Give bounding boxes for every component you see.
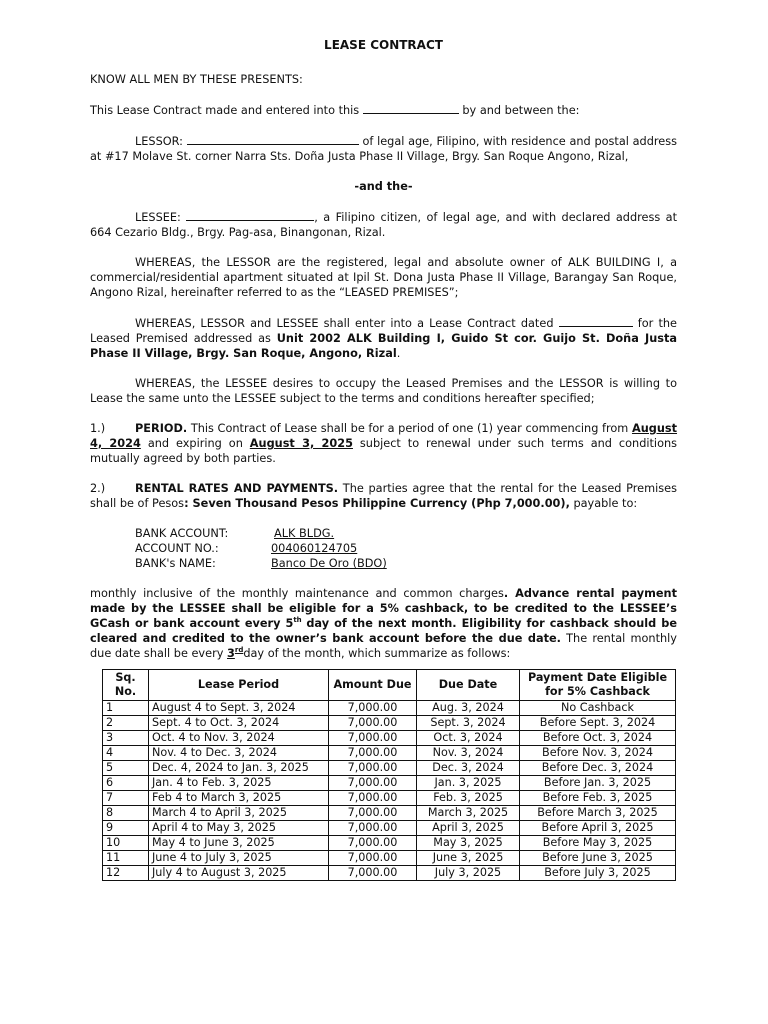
lease-period-cell: Sept. 4 to Oct. 3, 2024	[149, 716, 329, 731]
due-date-cell: July 3, 2025	[417, 866, 520, 881]
amount-due-cell: 7,000.00	[329, 731, 417, 746]
lease-start-date: August 4, 2024	[90, 422, 678, 450]
cashback-date-cell: Before June 3, 2025	[520, 851, 676, 866]
lease-period-cell: Jan. 4 to Feb. 3, 2025	[149, 776, 329, 791]
payment-schedule-table	[102, 669, 676, 881]
section-1-heading: PERIOD.	[135, 422, 188, 435]
monthly-text-c: day of the month, which summarize as follows:	[243, 647, 511, 660]
rental-amount: : Seven Thousand Pesos Philippine Currency (Php 7,000.00),	[184, 497, 570, 510]
lessee-label: LESSEE:	[135, 211, 181, 224]
table-row	[103, 731, 676, 746]
due-date-cell: May 3, 2025	[417, 836, 520, 851]
sq-no-cell: 1	[103, 701, 149, 716]
lease-period-cell: July 4 to August 3, 2025	[149, 866, 329, 881]
due-date-cell: Sept. 3, 2024	[417, 716, 520, 731]
whereas2-mid-text: for the Leased Premised addressed as	[90, 317, 677, 345]
table-row	[103, 776, 676, 791]
lessor-name-blank	[187, 133, 359, 145]
document-title: LEASE CONTRACT	[324, 38, 443, 52]
sq-no-cell: 2	[103, 716, 149, 731]
cashback-date-cell: Before April 3, 2025	[520, 821, 676, 836]
date-blank	[363, 102, 459, 114]
bank-name-label: BANK's NAME:	[135, 557, 216, 570]
header-cashback-date: Payment Date Eligible for 5% Cashback	[520, 670, 676, 701]
account-number-value: 004060124705	[271, 542, 358, 555]
lease-period-cell: March 4 to April 3, 2025	[149, 806, 329, 821]
whereas2-pre-text: WHEREAS, LESSOR and LESSEE shall enter into a Lease Contract dated	[135, 317, 554, 330]
table-row	[103, 821, 676, 836]
table-row	[103, 701, 676, 716]
bank-account-value: ALK BLDG.	[274, 527, 335, 540]
header-lease-period: Lease Period	[149, 670, 329, 701]
section-rental	[90, 481, 677, 511]
due-date-cell: Nov. 3, 2024	[417, 746, 520, 761]
section-1-text-b: and expiring on	[147, 437, 243, 450]
bank-name-value: Banco De Oro (BDO)	[271, 557, 387, 570]
table-row	[103, 716, 676, 731]
sq-no-cell: 11	[103, 851, 149, 866]
lease-contract-page	[90, 38, 677, 881]
due-date-cell: Jan. 3, 2025	[417, 776, 520, 791]
amount-due-cell: 7,000.00	[329, 791, 417, 806]
cashback-date-cell: Before May 3, 2025	[520, 836, 676, 851]
cashback-date-cell: No Cashback	[520, 701, 676, 716]
monthly-text-b: The rental monthly due date shall be every	[90, 632, 677, 660]
amount-due-cell: 7,000.00	[329, 821, 417, 836]
cashback-date-cell: Before Oct. 3, 2024	[520, 731, 676, 746]
cashback-day-suffix: th	[293, 616, 302, 625]
monthly-text-a: monthly inclusive of the monthly maintenance and common charges	[90, 587, 504, 600]
due-date-cell: Dec. 3, 2024	[417, 761, 520, 776]
section-2-heading: RENTAL RATES AND PAYMENTS.	[135, 482, 339, 495]
made-pre-text: This Lease Contract made and entered into this	[90, 104, 360, 117]
lease-period-cell: Feb 4 to March 3, 2025	[149, 791, 329, 806]
amount-due-cell: 7,000.00	[329, 806, 417, 821]
due-date-cell: April 3, 2025	[417, 821, 520, 836]
due-date-cell: June 3, 2025	[417, 851, 520, 866]
amount-due-cell: 7,000.00	[329, 716, 417, 731]
whereas-occupy-paragraph: WHEREAS, the LESSEE desires to occupy the Leased Premises and the LESSOR is willing to Lease the same unto the LESSEE subject to the terms and conditions hereafter specified;	[90, 377, 677, 405]
lessor-text: of legal age, Filipino, with residence and postal address at #17 Molave St. corner Narra Sts. Doña Justa Phase II Village, Brgy. San Roque Angono, Rizal,	[90, 135, 678, 163]
due-day-suffix: rd	[234, 646, 244, 655]
bank-account-label: BANK ACCOUNT:	[135, 527, 229, 540]
due-day-number: 3	[227, 647, 235, 660]
lease-period-cell: Dec. 4, 2024 to Jan. 3, 2025	[149, 761, 329, 776]
sq-no-cell: 4	[103, 746, 149, 761]
amount-due-cell: 7,000.00	[329, 701, 417, 716]
cashback-date-cell: Before Nov. 3, 2024	[520, 746, 676, 761]
lessee-paragraph	[90, 209, 677, 240]
account-number-row	[135, 541, 677, 556]
table-row	[103, 866, 676, 881]
table-row	[103, 836, 676, 851]
cashback-date-cell: Before Jan. 3, 2025	[520, 776, 676, 791]
sq-no-cell: 3	[103, 731, 149, 746]
amount-due-cell: 7,000.00	[329, 761, 417, 776]
amount-due-cell: 7,000.00	[329, 851, 417, 866]
table-header-row	[103, 670, 676, 701]
section-2-text-a: The parties agree that the rental for the Leased Premises shall be of Pesos	[90, 482, 677, 510]
section-1-number: 1.)	[90, 422, 106, 435]
amount-due-cell: 7,000.00	[329, 776, 417, 791]
lease-period-cell: May 4 to June 3, 2025	[149, 836, 329, 851]
amount-due-cell: 7,000.00	[329, 836, 417, 851]
cashback-date-cell: Before Dec. 3, 2024	[520, 761, 676, 776]
intro-line: KNOW ALL MEN BY THESE PRESENTS:	[90, 73, 303, 86]
section-2-number: 2.)	[90, 482, 106, 495]
sq-no-cell: 5	[103, 761, 149, 776]
whereas-owner-paragraph: WHEREAS, the LESSOR are the registered, legal and absolute owner of ALK BUILDING I, a commercial/residential apartment situated at Ipil St. Dona Justa Phase II Village, Barangay San Roque, Angono Rizal, hereinafter referred to as the “LEASED PREMISES”;	[90, 256, 677, 299]
table-row	[103, 746, 676, 761]
section-period	[90, 421, 677, 466]
amount-due-cell: 7,000.00	[329, 746, 417, 761]
amount-due-cell: 7,000.00	[329, 866, 417, 881]
header-amount-due: Amount Due	[329, 670, 417, 701]
cashback-date-cell: Before Sept. 3, 2024	[520, 716, 676, 731]
account-number-label: ACCOUNT NO.:	[135, 542, 219, 555]
table-row	[103, 791, 676, 806]
and-the-separator: -and the-	[354, 180, 413, 193]
sq-no-cell: 7	[103, 791, 149, 806]
due-date-cell: Aug. 3, 2024	[417, 701, 520, 716]
section-1-text-c: subject to renewal under such terms and conditions mutually agreed by both parties.	[90, 437, 678, 465]
sq-no-cell: 9	[103, 821, 149, 836]
table-row	[103, 806, 676, 821]
lease-period-cell: April 4 to May 3, 2025	[149, 821, 329, 836]
sq-no-cell: 6	[103, 776, 149, 791]
table-row	[103, 851, 676, 866]
contract-made-line	[90, 102, 677, 118]
lease-period-cell: Oct. 4 to Nov. 3, 2024	[149, 731, 329, 746]
cashback-terms-a: . Advance rental payment made by the LESSEE shall be eligible for a 5% cashback, to be credited to the LESSEE’s GCash or bank account every 5	[90, 587, 677, 630]
lease-period-cell: August 4 to Sept. 3, 2024	[149, 701, 329, 716]
section-2-text-b: payable to:	[573, 497, 638, 510]
bank-account-row	[135, 526, 677, 541]
lessee-text: , a Filipino citizen, of legal age, and with declared address at 664 Cezario Bldg., Brgy. Pag-asa, Binangonan, Rizal.	[90, 211, 678, 239]
cashback-date-cell: Before July 3, 2025	[520, 866, 676, 881]
lessor-label: LESSOR:	[135, 135, 183, 148]
header-due-date: Due Date	[417, 670, 520, 701]
due-date-cell: March 3, 2025	[417, 806, 520, 821]
bank-details	[135, 526, 677, 571]
whereas-contract-paragraph: WHEREAS, LESSOR and LESSEE shall enter into a Lease Contract dated for the Leased Premised addressed as Unit 2002 ALK Building I, Guido St cor. Guijo St. Doña Justa Phase II Village, Brgy. San Roque, Angono, Rizal.	[90, 317, 678, 360]
monthly-terms-paragraph	[90, 586, 677, 661]
cashback-date-cell: Before Feb. 3, 2025	[520, 791, 676, 806]
cashback-terms-b: day of the next month. Eligibility for cashback should be cleared and credited to the owner’s bank account before the due date.	[90, 617, 678, 645]
due-date-cell: Feb. 3, 2025	[417, 791, 520, 806]
contract-date-blank	[559, 315, 633, 327]
made-post-text: by and between the:	[462, 104, 580, 117]
lessor-paragraph	[90, 133, 677, 164]
bank-name-row	[135, 556, 677, 571]
sq-no-cell: 10	[103, 836, 149, 851]
sq-no-cell: 12	[103, 866, 149, 881]
sq-no-cell: 8	[103, 806, 149, 821]
header-sq-no: Sq. No.	[103, 670, 149, 701]
due-date-cell: Oct. 3, 2024	[417, 731, 520, 746]
lease-period-cell: June 4 to July 3, 2025	[149, 851, 329, 866]
table-row	[103, 761, 676, 776]
cashback-date-cell: Before March 3, 2025	[520, 806, 676, 821]
section-1-text-a: This Contract of Lease shall be for a period of one (1) year commencing from	[190, 422, 629, 435]
leased-address: Unit 2002 ALK Building I, Guido St cor. Guijo St. Doña Justa Phase II Village, Brgy. San Roque, Angono, Rizal	[90, 332, 678, 360]
lease-period-cell: Nov. 4 to Dec. 3, 2024	[149, 746, 329, 761]
lease-end-date: August 3, 2025	[249, 437, 353, 450]
lessee-name-blank	[186, 209, 314, 221]
